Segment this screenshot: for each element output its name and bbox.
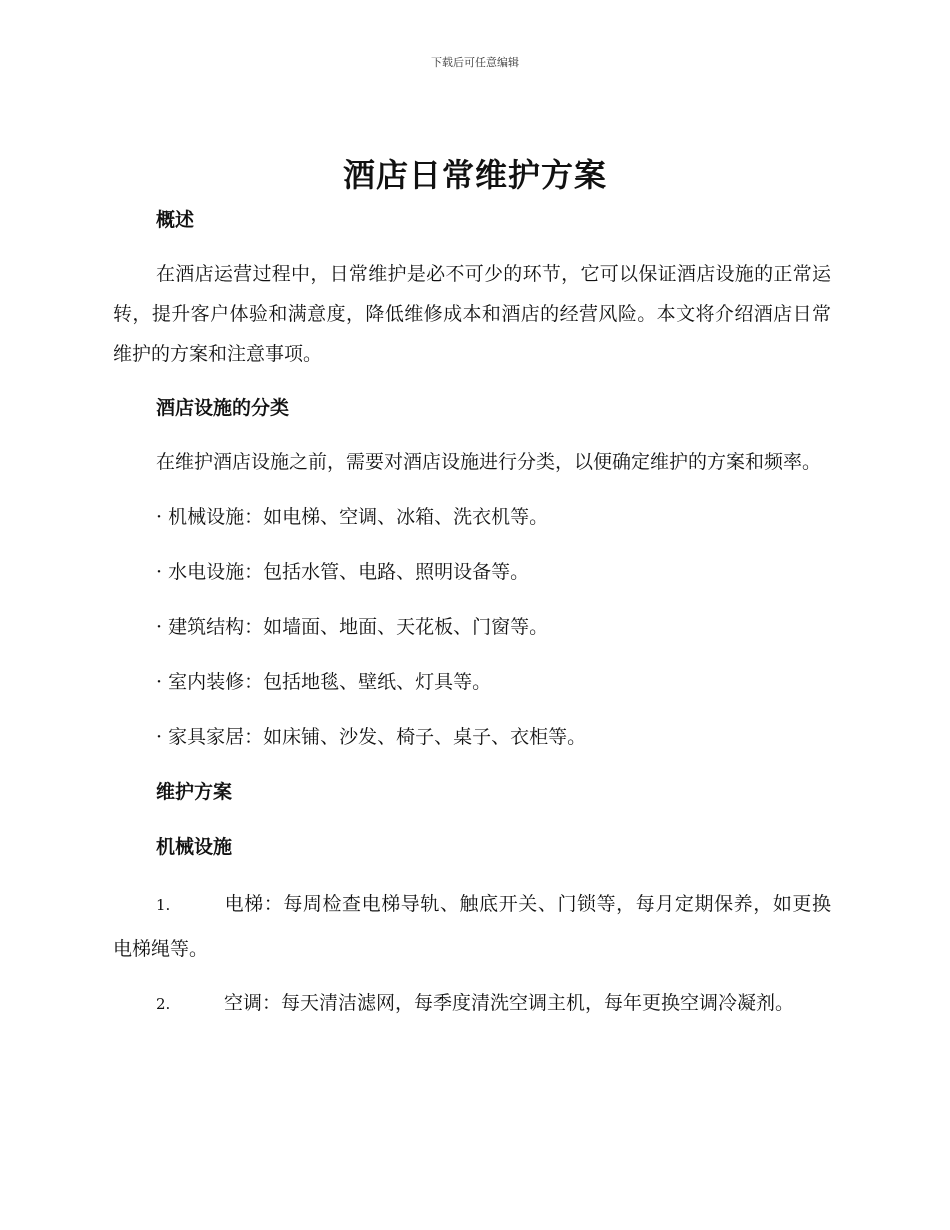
overview-paragraph: 在酒店运营过程中，日常维护是必不可少的环节，它可以保证酒店设施的正常运转，提升客户体验和满意度，降低维修成本和酒店的经营风险。本文将介绍酒店日常维护的方案和注意事项。: [113, 263, 831, 365]
facility-category-list: [113, 497, 831, 772]
list-item: · 室内装修：包括地毯、壁纸、灯具等。: [156, 671, 492, 693]
header-note: 下载后可任意编辑: [431, 56, 519, 69]
item-number: 2.: [156, 995, 171, 1013]
document-title: 酒店日常维护方案: [342, 156, 607, 194]
maintenance-item-list: [113, 882, 831, 1026]
list-item: · 家具家居：如床铺、沙发、椅子、桌子、衣柜等。: [156, 726, 587, 748]
section-heading-overview: 概述: [156, 209, 195, 231]
section-heading-classification: 酒店设施的分类: [156, 397, 290, 419]
item-text: 空调：每天清洁滤网，每季度清洗空调主机，每年更换空调冷凝剂。: [224, 992, 795, 1014]
list-item: [113, 882, 831, 971]
subsection-heading-mechanical: 机械设施: [156, 836, 233, 858]
document-body: [113, 200, 831, 1026]
item-number: 1.: [156, 896, 171, 914]
section-heading-plan: 维护方案: [156, 781, 233, 803]
list-item: · 建筑结构：如墙面、地面、天花板、门窗等。: [156, 616, 549, 638]
list-item: [113, 981, 831, 1026]
item-text: 电梯：每周检查电梯导轨、触底开关、门锁等，每月定期保养，如更换电梯绳等。: [113, 893, 831, 960]
list-item: · 水电设施：包括水管、电路、照明设备等。: [156, 561, 530, 583]
classification-paragraph: 在维护酒店设施之前，需要对酒店设施进行分类，以便确定维护的方案和频率。: [156, 451, 822, 473]
list-item: · 机械设施：如电梯、空调、冰箱、洗衣机等。: [156, 506, 549, 528]
